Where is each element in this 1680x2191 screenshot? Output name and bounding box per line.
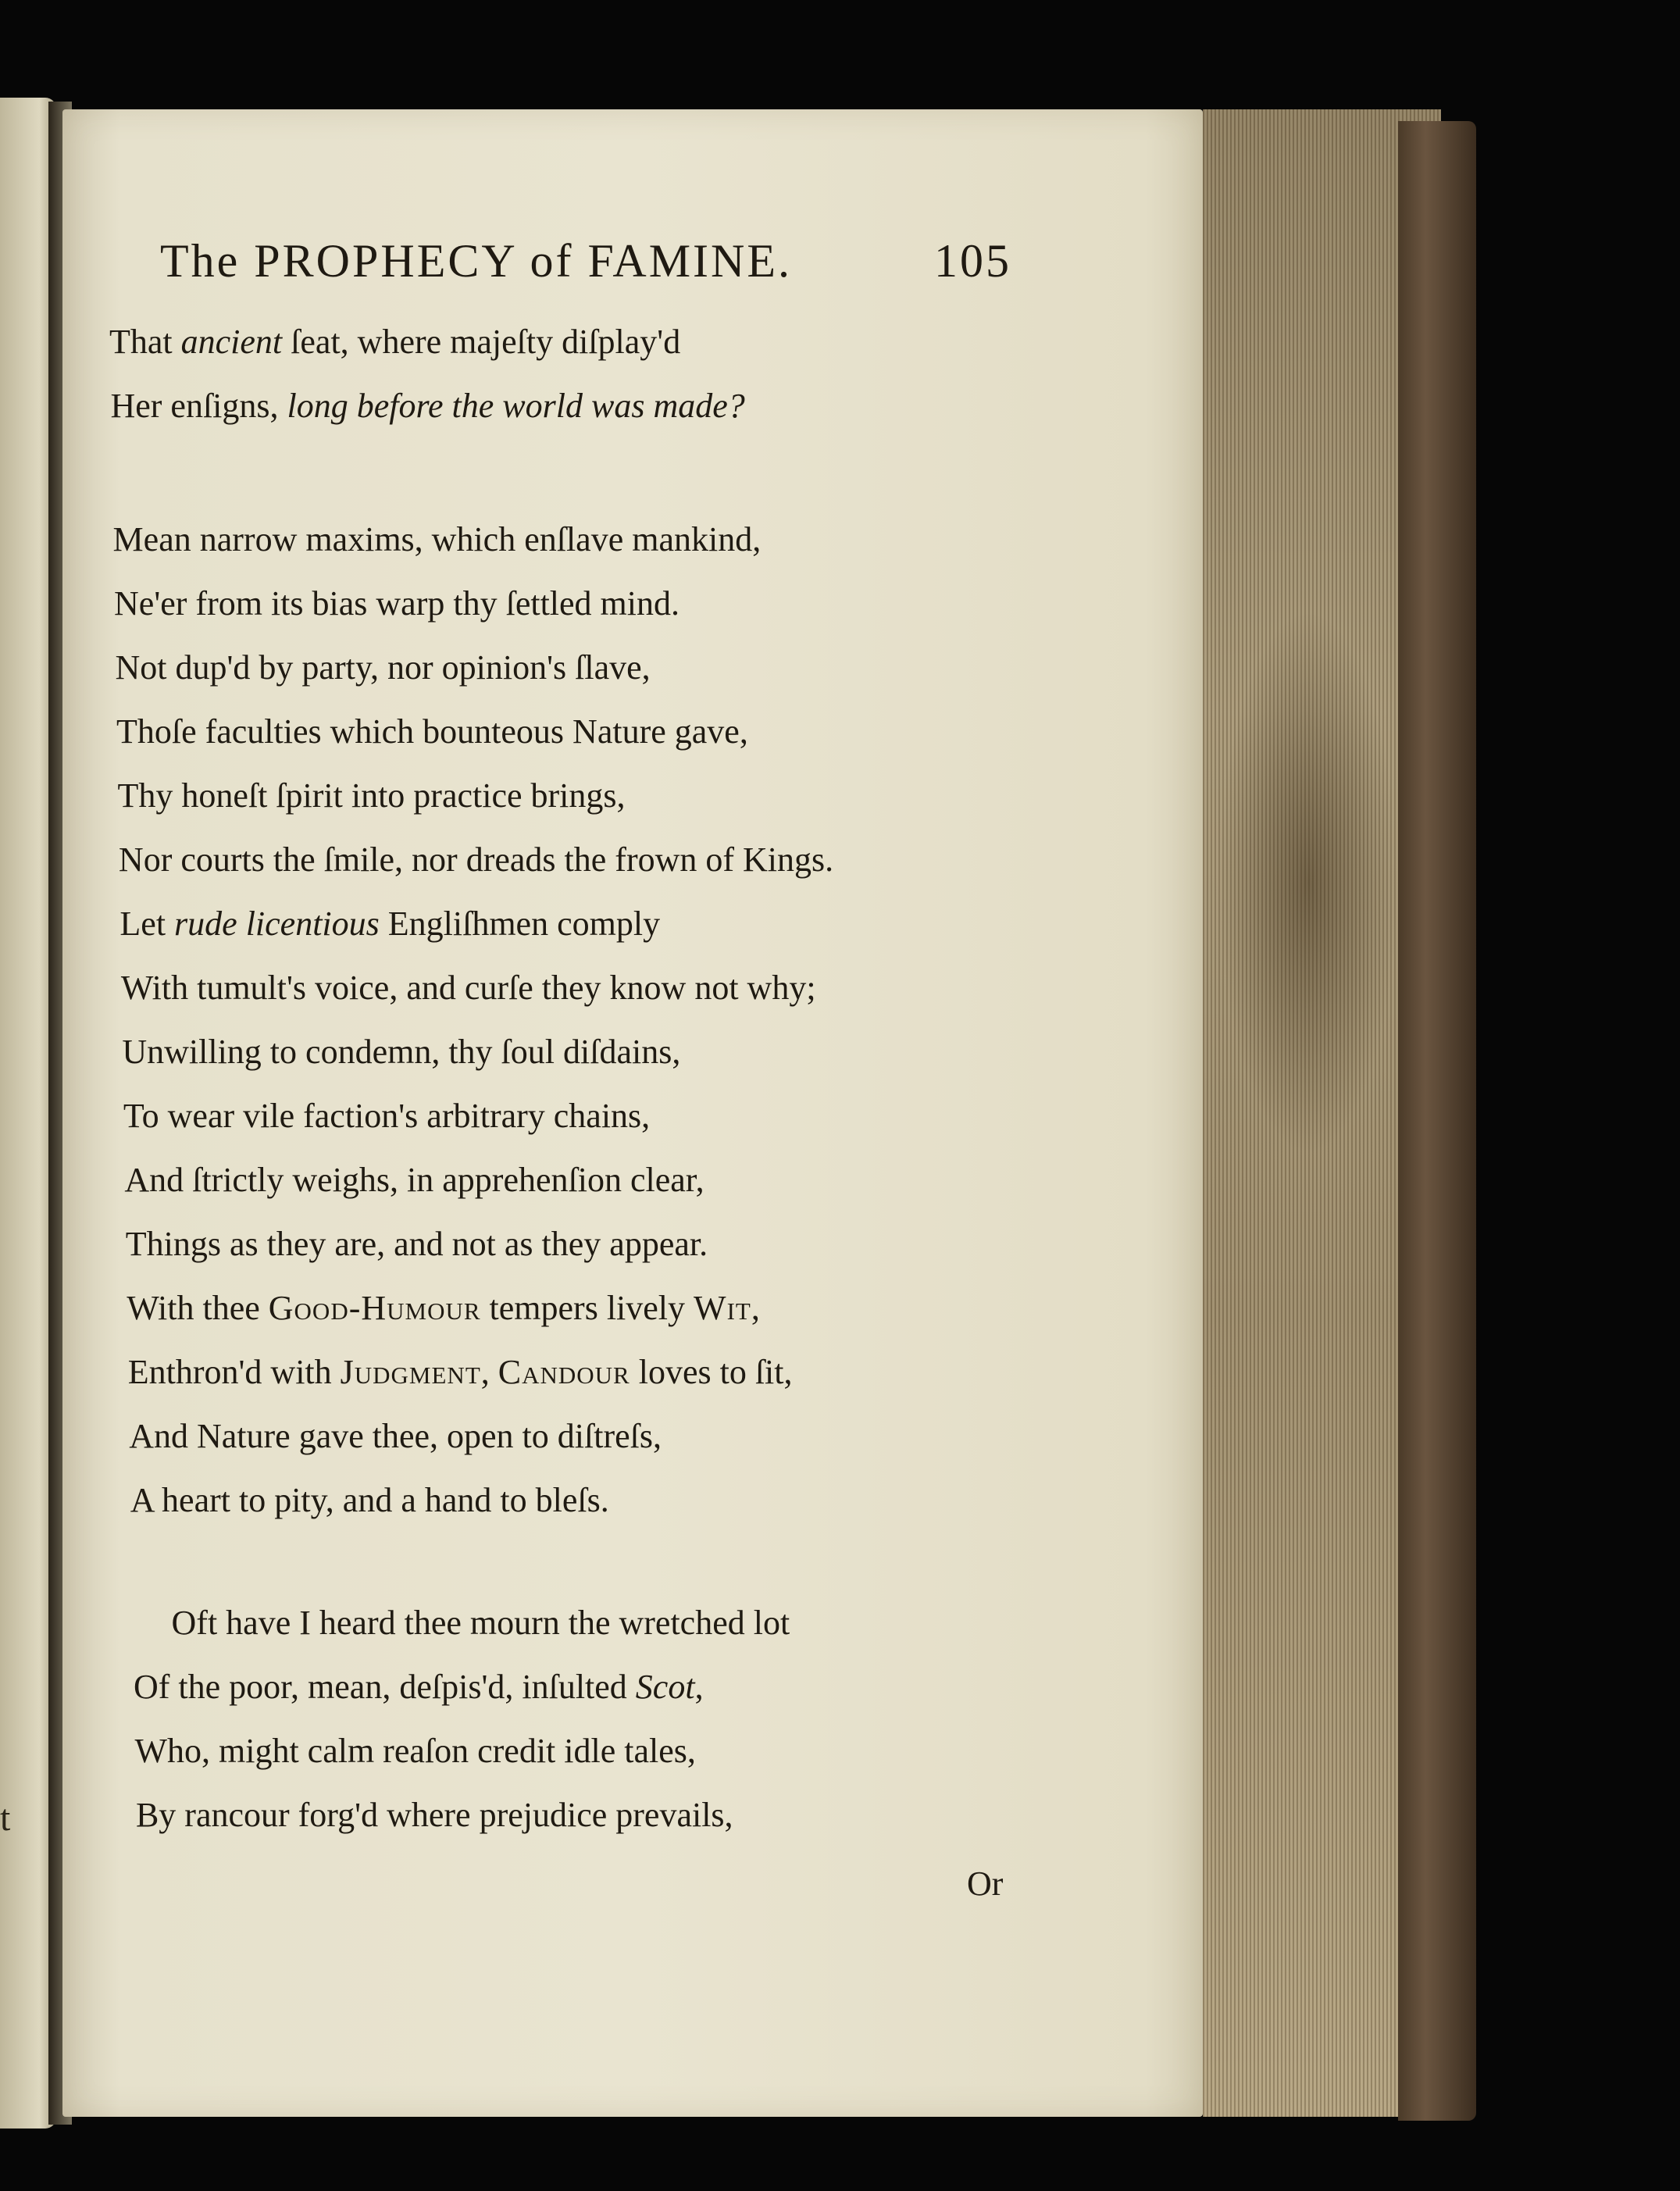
verse-line: Unwilling to condemn, thy ſoul diſdains, xyxy=(122,1033,681,1071)
left-page-fragment: t xyxy=(0,1797,11,1839)
verse-line: Her enſigns, long before the world was made? xyxy=(110,387,745,425)
verse-line: Thoſe faculties which bounteous Nature gave, xyxy=(116,712,748,751)
verse-line: And ſtrictly weighs, in apprehenſion clear, xyxy=(124,1161,704,1199)
verse-line: Let rude licentious Engliſhmen comply xyxy=(119,905,661,943)
verse-line: Things as they are, and not as they appear. xyxy=(125,1225,708,1263)
verse-line: To wear vile faction's arbitrary chains, xyxy=(123,1097,651,1135)
fore-edge-stain xyxy=(1218,609,1398,1156)
verse-line: Ne'er from its bias warp thy ſettled mind. xyxy=(114,584,679,623)
verse-line: Not dup'd by party, nor opinion's ſlave, xyxy=(115,648,651,687)
verse-line: By rancour forg'd where prejudice prevails, xyxy=(135,1796,733,1834)
verse-line: Thy honeſt ſpirit into practice brings, xyxy=(117,776,626,815)
catchword: Or xyxy=(967,1864,1004,1903)
verse-line: Of the poor, mean, deſpis'd, inſulted Scot, xyxy=(133,1668,704,1706)
verse-line: A heart to pity, and a hand to bleſs. xyxy=(130,1481,609,1519)
running-header: The PROPHECY of FAMINE. xyxy=(160,235,793,287)
book-cover xyxy=(1398,121,1476,2121)
verse-line: Mean narrow maxims, which enſlave mankind, xyxy=(112,520,762,558)
verse-line: Who, might calm reaſon credit idle tales, xyxy=(134,1732,696,1770)
page-number: 105 xyxy=(934,235,1011,287)
verse-line: With thee Good-Humour tempers lively Wit, xyxy=(127,1289,760,1327)
verse-line: That ancient ſeat, where majeſty diſplay'd xyxy=(109,323,681,361)
verse-line: Oft have I heard thee mourn the wretched lot xyxy=(171,1604,790,1642)
verse-line: Enthron'd with Judgment, Candour loves to ſit, xyxy=(127,1353,793,1391)
verse-line: Nor courts the ſmile, nor dreads the frown of Kings. xyxy=(118,840,834,879)
verse-line: With tumult's voice, and curſe they know not why; xyxy=(120,969,816,1007)
verse-line: And Nature gave thee, open to diſtreſs, xyxy=(129,1417,662,1455)
